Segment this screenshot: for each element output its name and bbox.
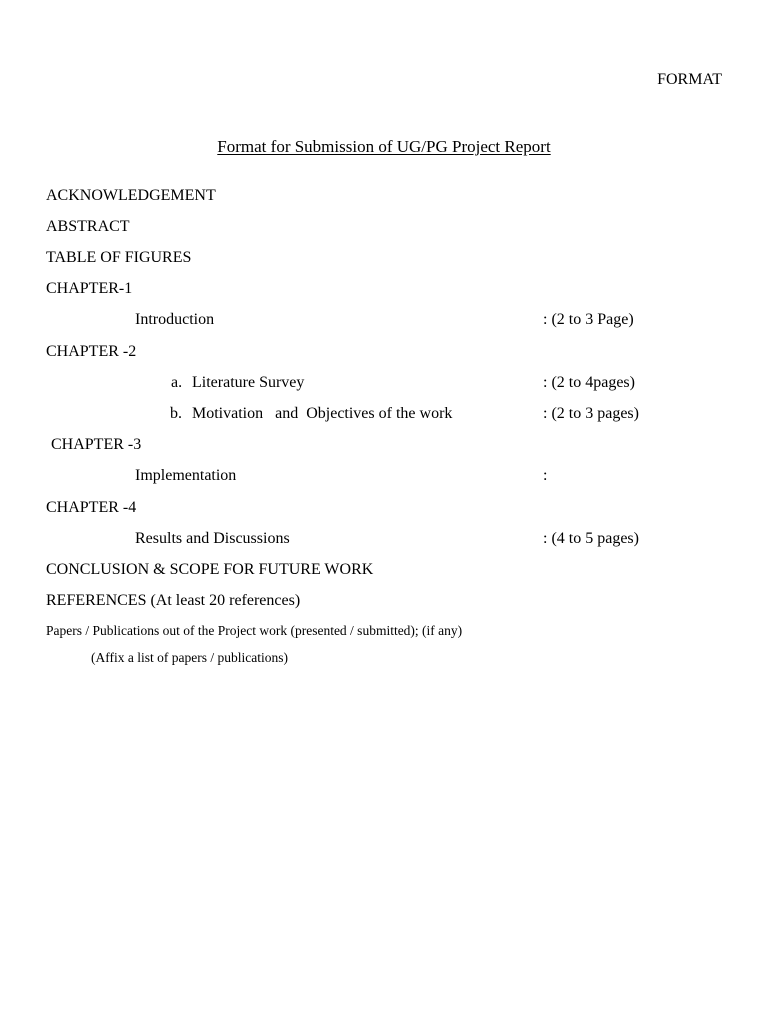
chapter-3-item-implementation: Implementation <box>135 467 237 484</box>
chapter-2-item-a-marker: a. <box>171 374 183 391</box>
chapter-1-heading: CHAPTER-1 <box>46 280 133 297</box>
chapter-2-item-motivation: Motivation and Objectives of the work <box>192 405 453 422</box>
chapter-2-item-b-marker: b. <box>170 405 182 422</box>
chapter-1-item-pages: : (2 to 3 Page) <box>543 311 634 328</box>
format-label: FORMAT <box>657 71 722 88</box>
chapter-3-item-pages: : <box>543 467 548 484</box>
chapter-3-heading: CHAPTER -3 <box>51 436 142 453</box>
abstract-heading: ABSTRACT <box>46 218 130 235</box>
chapter-2-item-literature-survey: Literature Survey <box>192 374 305 391</box>
references-heading: REFERENCES (At least 20 references) <box>46 592 301 609</box>
chapter-4-item-pages: : (4 to 5 pages) <box>543 530 639 547</box>
chapter-4-item-results: Results and Discussions <box>135 530 290 547</box>
chapter-4-heading: CHAPTER -4 <box>46 499 137 516</box>
chapter-2-heading: CHAPTER -2 <box>46 343 137 360</box>
papers-line: Papers / Publications out of the Project work (presented / submitted); (if any) <box>46 623 463 638</box>
document-title <box>0 137 768 158</box>
chapter-2-item-b-pages: : (2 to 3 pages) <box>543 405 639 422</box>
document-title-text: Format for Submission of UG/PG Project Report <box>217 137 551 156</box>
chapter-1-item-introduction: Introduction <box>135 311 215 328</box>
conclusion-heading: CONCLUSION & SCOPE FOR FUTURE WORK <box>46 561 374 578</box>
table-of-figures-heading: TABLE OF FIGURES <box>46 249 192 266</box>
chapter-2-item-a-pages: : (2 to 4pages) <box>543 374 635 391</box>
acknowledgement-heading: ACKNOWLEDGEMENT <box>46 187 216 204</box>
papers-note: (Affix a list of papers / publications) <box>91 650 288 665</box>
